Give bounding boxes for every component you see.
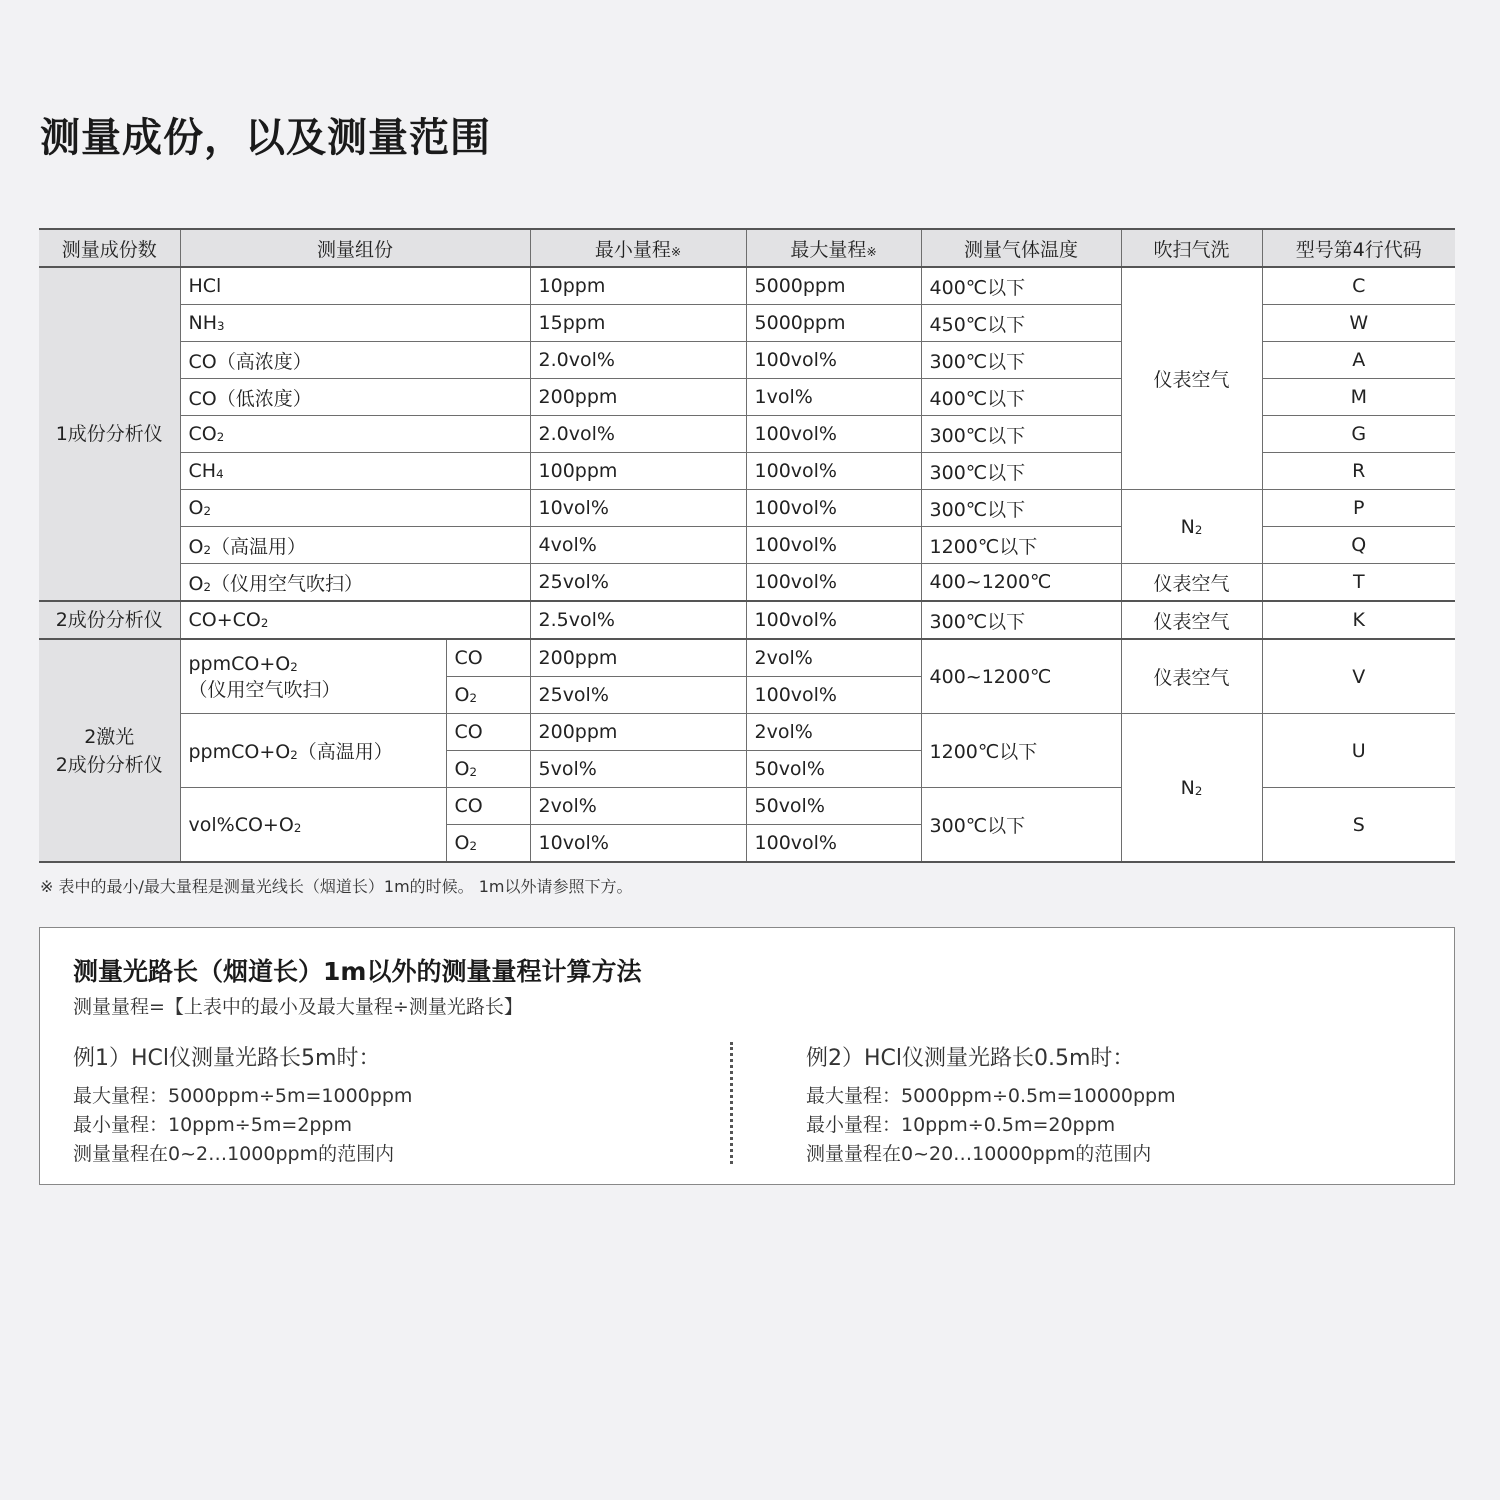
- temp-cell: 400℃以下: [921, 379, 1121, 416]
- gas-name: O: [188, 535, 204, 558]
- gas-cell: [180, 305, 530, 342]
- temp-cell: 300℃以下: [921, 490, 1121, 527]
- gas-subscript: 2: [203, 579, 211, 594]
- code-cell: P: [1262, 490, 1455, 527]
- gas-subscript: 2: [216, 430, 225, 444]
- table-row: [39, 639, 1455, 677]
- code-cell: T: [1262, 564, 1455, 602]
- sub-gas-cell: [446, 751, 530, 788]
- gas-suffix: （高浓度）: [216, 350, 312, 373]
- group-3-line2: 2成份分析仪: [55, 753, 163, 776]
- code-cell: A: [1262, 342, 1455, 379]
- header-max-note: ※: [866, 244, 877, 259]
- calculation-box: [39, 927, 1455, 1185]
- gas-suffix: （低浓度）: [216, 387, 312, 410]
- header-min-note: ※: [670, 244, 682, 259]
- group-3-line1: 2激光: [84, 725, 135, 748]
- header-component: 测量组份: [180, 229, 530, 267]
- sub-gas-subscript: 2: [469, 839, 477, 853]
- max-cell: 100vol%: [746, 601, 921, 639]
- gas-cell: [180, 788, 446, 863]
- temp-cell: 300℃以下: [921, 342, 1121, 379]
- min-cell: 25vol%: [530, 677, 746, 714]
- min-cell: 10vol%: [530, 490, 746, 527]
- table-row: [39, 601, 1455, 639]
- code-cell: W: [1262, 305, 1455, 342]
- max-cell: 100vol%: [746, 564, 921, 602]
- min-cell: 2.5vol%: [530, 601, 746, 639]
- code-cell: C: [1262, 267, 1455, 305]
- code-cell: R: [1262, 453, 1455, 490]
- sub-gas-subscript: 2: [469, 691, 477, 705]
- gas-subscript: 2: [290, 659, 298, 674]
- code-cell: U: [1262, 714, 1455, 788]
- temp-cell: 450℃以下: [921, 305, 1121, 342]
- sub-gas-cell: [446, 677, 530, 714]
- max-cell: 2vol%: [746, 639, 921, 677]
- example-2-line: 最大量程：5000ppm÷0.5m=10000ppm: [806, 1085, 1176, 1107]
- calc-title: 测量光路长（烟道长）1m以外的测量量程计算方法: [73, 957, 642, 986]
- min-cell: 200ppm: [530, 379, 746, 416]
- header-count: 测量成份数: [39, 229, 180, 267]
- gas-name: ppmCO+O: [188, 741, 291, 763]
- code-cell: S: [1262, 788, 1455, 863]
- gas-name: CO+CO: [188, 609, 261, 631]
- sub-gas-name: O: [454, 684, 470, 706]
- page-title: 测量成份，以及测量范围: [40, 115, 491, 161]
- max-cell: 100vol%: [746, 453, 921, 490]
- example-2-line: 最小量程：10ppm÷0.5m=20ppm: [806, 1114, 1116, 1136]
- min-cell: 2.0vol%: [530, 342, 746, 379]
- group-3-label: [39, 639, 180, 862]
- gas-cell: [180, 527, 530, 564]
- purge-cell: 仪表空气: [1121, 267, 1262, 490]
- gas-name: O: [188, 572, 204, 595]
- min-cell: 25vol%: [530, 564, 746, 602]
- max-cell: 100vol%: [746, 825, 921, 863]
- gas-subscript: 2: [203, 504, 211, 518]
- temp-cell: 300℃以下: [921, 788, 1121, 863]
- temp-cell: 1200℃以下: [921, 527, 1121, 564]
- temp-cell: 300℃以下: [921, 453, 1121, 490]
- gas-subscript: 2: [260, 616, 269, 630]
- gas-name: NH: [188, 312, 217, 334]
- code-cell: M: [1262, 379, 1455, 416]
- sub-gas-cell: CO: [446, 714, 530, 751]
- gas-name: HCl: [188, 275, 222, 297]
- min-cell: 100ppm: [530, 453, 746, 490]
- max-cell: 100vol%: [746, 342, 921, 379]
- sub-gas-name: O: [454, 758, 470, 780]
- example-2: [806, 1041, 1176, 1169]
- temp-cell: 400℃以下: [921, 267, 1121, 305]
- header-max-label: 最大量程: [790, 238, 867, 261]
- temp-cell: 400~1200℃: [921, 639, 1121, 714]
- gas-cell: [180, 379, 530, 416]
- gas-subscript: 2: [290, 748, 298, 762]
- example-1-heading: 例1）HCl仪测量光路长5m时：: [73, 1046, 381, 1071]
- example-2-heading: 例2）HCl仪测量光路长0.5m时：: [806, 1046, 1135, 1071]
- gas-name: ppmCO+O: [188, 652, 291, 675]
- gas-suffix: （仪用空气吹扫）: [188, 678, 341, 701]
- min-cell: 10vol%: [530, 825, 746, 863]
- gas-cell: [180, 342, 530, 379]
- header-code: 型号第4行代码: [1262, 229, 1455, 267]
- group-2-label: 2成份分析仪: [39, 601, 180, 639]
- gas-suffix: （高温用）: [210, 535, 306, 558]
- header-purge: 吹扫气洗: [1121, 229, 1262, 267]
- gas-cell: [180, 639, 446, 714]
- purge-cell: [1121, 714, 1262, 863]
- gas-cell: [180, 267, 530, 305]
- max-cell: 100vol%: [746, 416, 921, 453]
- sub-gas-cell: [446, 825, 530, 863]
- min-cell: 4vol%: [530, 527, 746, 564]
- purge-gas: N: [1180, 515, 1195, 538]
- max-cell: 50vol%: [746, 788, 921, 825]
- purge-cell: 仪表空气: [1121, 601, 1262, 639]
- min-cell: 10ppm: [530, 267, 746, 305]
- table-header-row: [39, 229, 1455, 267]
- purge-cell: 仪表空气: [1121, 564, 1262, 602]
- temp-cell: 300℃以下: [921, 601, 1121, 639]
- gas-name: CO: [188, 350, 217, 373]
- temp-cell: 300℃以下: [921, 416, 1121, 453]
- min-cell: 200ppm: [530, 714, 746, 751]
- example-1: [73, 1041, 412, 1169]
- gas-cell: [180, 714, 446, 788]
- header-temp: 测量气体温度: [921, 229, 1121, 267]
- max-cell: 100vol%: [746, 677, 921, 714]
- gas-name: CO: [188, 387, 217, 410]
- purge-cell: [1121, 490, 1262, 564]
- min-cell: 2vol%: [530, 788, 746, 825]
- max-cell: 1vol%: [746, 379, 921, 416]
- min-cell: 5vol%: [530, 751, 746, 788]
- table-row: [39, 564, 1455, 602]
- code-cell: K: [1262, 601, 1455, 639]
- calc-formula: 测量量程=【上表中的最小及最大量程÷测量光路长】: [73, 996, 523, 1018]
- measurement-range-table: [39, 228, 1455, 863]
- max-cell: 100vol%: [746, 490, 921, 527]
- group-1-label: 1成份分析仪: [39, 267, 180, 601]
- code-cell: Q: [1262, 527, 1455, 564]
- min-cell: 2.0vol%: [530, 416, 746, 453]
- dotted-divider: [730, 1042, 733, 1164]
- gas-name: vol%CO+O: [188, 813, 294, 836]
- header-min-label: 最小量程: [594, 238, 671, 261]
- table-row: [39, 267, 1455, 305]
- example-1-line: 最大量程：5000ppm÷5m=1000ppm: [73, 1085, 413, 1107]
- max-cell: 5000ppm: [746, 267, 921, 305]
- gas-name: O: [188, 497, 204, 519]
- sub-gas-cell: CO: [446, 639, 530, 677]
- min-cell: 200ppm: [530, 639, 746, 677]
- table-row: [39, 714, 1455, 751]
- gas-subscript: 4: [216, 467, 224, 481]
- gas-name: CO: [188, 423, 217, 445]
- table-row: [39, 490, 1455, 527]
- purge-subscript: 2: [1194, 522, 1203, 537]
- code-cell: V: [1262, 639, 1455, 714]
- max-cell: 2vol%: [746, 714, 921, 751]
- gas-cell: [180, 601, 530, 639]
- max-cell: 50vol%: [746, 751, 921, 788]
- temp-cell: 400~1200℃: [921, 564, 1121, 602]
- purge-cell: 仪表空气: [1121, 639, 1262, 714]
- example-2-line: 测量量程在0~20…10000ppm的范围内: [806, 1143, 1152, 1165]
- gas-subscript: 2: [293, 820, 302, 835]
- example-1-line: 最小量程：10ppm÷5m=2ppm: [73, 1114, 352, 1136]
- gas-subscript: 3: [217, 319, 225, 333]
- sub-gas-cell: CO: [446, 788, 530, 825]
- gas-cell: [180, 564, 530, 602]
- example-1-line: 测量量程在0~2…1000ppm的范围内: [73, 1143, 395, 1165]
- header-max: [746, 229, 921, 267]
- sub-gas-subscript: 2: [469, 765, 477, 779]
- header-min: [530, 229, 746, 267]
- temp-cell: 1200℃以下: [921, 714, 1121, 788]
- gas-suffix: （高温用）: [297, 741, 393, 763]
- purge-gas: N: [1180, 776, 1195, 799]
- min-cell: 15ppm: [530, 305, 746, 342]
- gas-name: CH: [188, 460, 217, 482]
- table-footnote: ※ 表中的最小/最大量程是测量光线长（烟道长）1m的时候。 1m以外请参照下方。: [40, 877, 633, 896]
- code-cell: G: [1262, 416, 1455, 453]
- purge-subscript: 2: [1194, 783, 1203, 798]
- gas-cell: [180, 453, 530, 490]
- gas-subscript: 2: [203, 542, 211, 557]
- gas-cell: [180, 490, 530, 527]
- gas-cell: [180, 416, 530, 453]
- gas-suffix: （仪用空气吹扫）: [210, 572, 363, 595]
- max-cell: 5000ppm: [746, 305, 921, 342]
- max-cell: 100vol%: [746, 527, 921, 564]
- sub-gas-name: O: [454, 832, 470, 854]
